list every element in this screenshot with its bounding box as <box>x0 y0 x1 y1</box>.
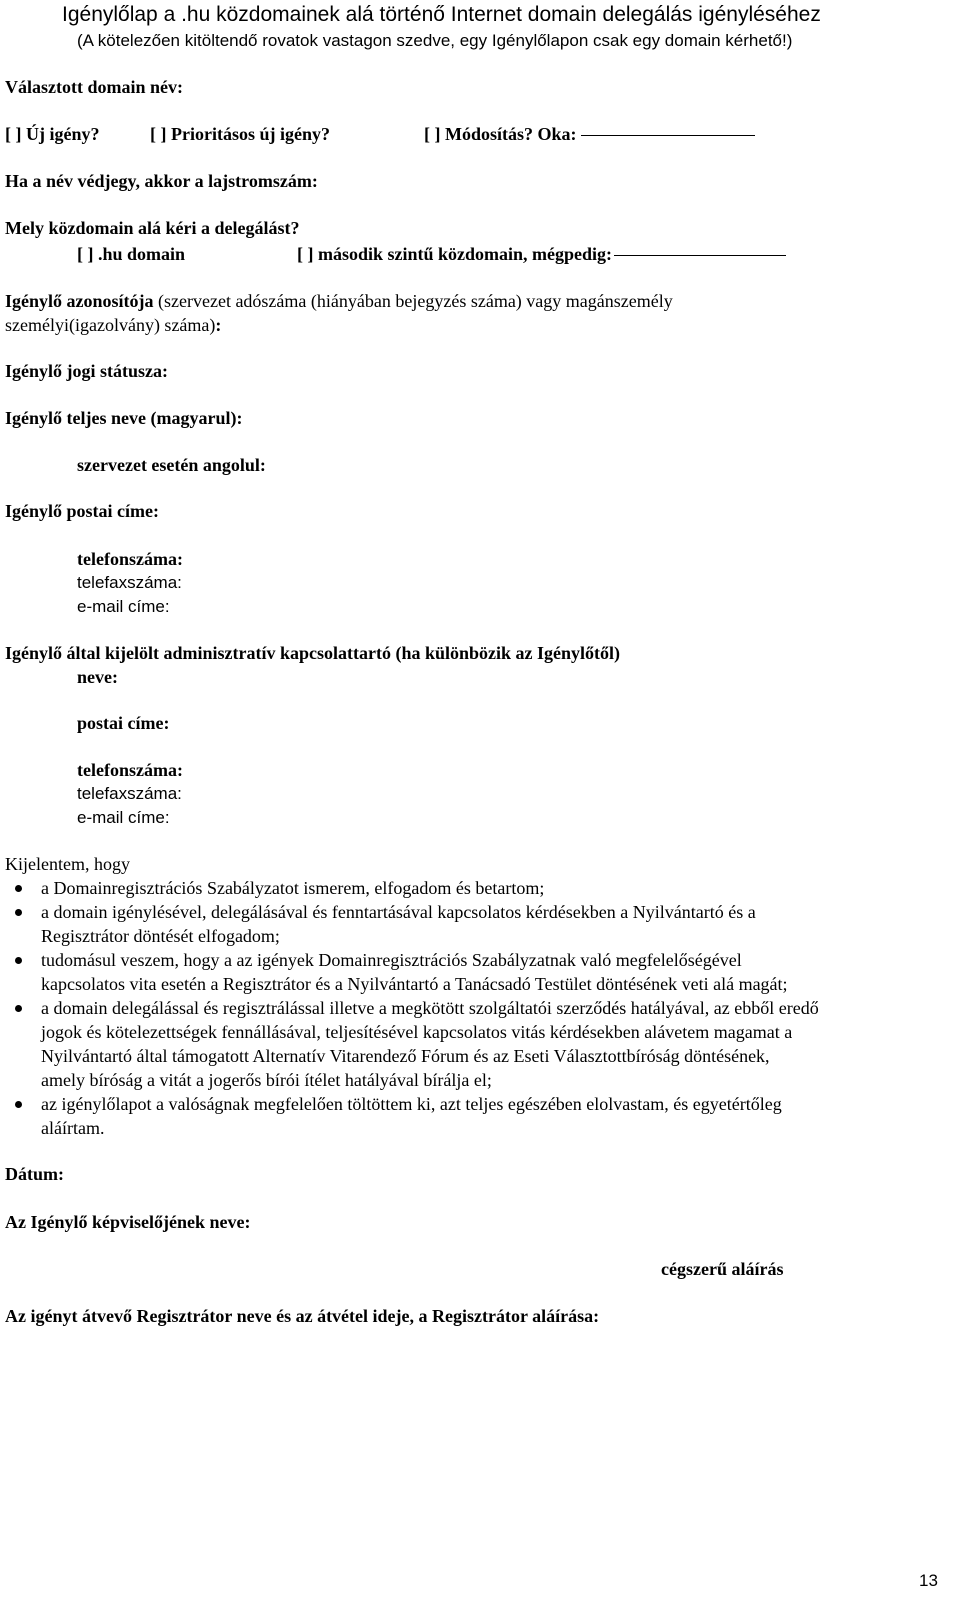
declaration-item-cont: amely bíróság a vitát a jogerős bírói ítélet hatályával bírálja el; <box>41 1070 492 1090</box>
declaration-item: a domain igénylésével, delegálásával és fenntartásával kapcsolatos kérdésekben a Nyilvántartó és a <box>41 902 756 922</box>
modification-checkbox[interactable] <box>424 123 755 145</box>
declaration-item: a Domainregisztrációs Szabályzatot ismerem, elfogadom és betartom; <box>41 878 545 898</box>
priority-request-checkbox[interactable]: [ ] Prioritásos új igény? <box>150 124 330 144</box>
second-level-checkbox[interactable] <box>297 243 786 265</box>
phone-label: telefonszáma: <box>77 549 183 569</box>
trademark-label: Ha a név védjegy, akkor a lajstromszám: <box>5 171 318 191</box>
bullet-icon <box>15 1101 22 1108</box>
applicant-id-label: Igénylő azonosítója (szervezet adószáma (hiányában bejegyzés száma) vagy magánszemély <box>5 291 673 311</box>
legal-status-label: Igénylő jogi státusza: <box>5 361 168 381</box>
new-request-checkbox[interactable]: [ ] Új igény? <box>5 124 100 144</box>
second-level-label: [ ] második szintű közdomain, mégpedig: <box>297 244 613 264</box>
admin-fax-label: telefaxszáma: <box>77 784 182 803</box>
admin-postal-label: postai címe: <box>77 713 170 733</box>
modification-reason-line[interactable] <box>581 135 755 136</box>
declaration-intro: Kijelentem, hogy <box>5 854 130 874</box>
declaration-item: tudomásul veszem, hogy a az igények Domainregisztrációs Szabályzatnak való megfelelőségével <box>41 950 742 970</box>
registrar-label: Az igényt átvevő Regisztrátor neve és az átvétel ideje, a Regisztrátor aláírása: <box>5 1306 600 1326</box>
page-title: Igénylőlap a .hu közdomainek alá történő Internet domain delegálás igényléséhez <box>62 3 821 26</box>
declaration-item-cont: Nyilvántartó által támogatott Alternatív Vitarendező Fórum és az Eseti Választottbíróság döntésének, <box>41 1046 770 1066</box>
declaration-item: a domain delegálással és regisztrálással illetve a megkötött szolgáltatói szerződés hatályával, az ebből eredő <box>41 998 819 1018</box>
bullet-icon <box>15 885 22 892</box>
bullet-icon <box>15 909 22 916</box>
page-number: 13 <box>919 1571 938 1590</box>
bullet-icon <box>15 957 22 964</box>
applicant-id-label-cont: személyi(igazolvány) száma): <box>5 315 222 335</box>
fax-label: telefaxszáma: <box>77 573 182 592</box>
page-subtitle: (A kötelezően kitöltendő rovatok vastagon szedve, egy Igénylőlapon csak egy domain kérhető!) <box>77 31 793 50</box>
full-name-label: Igénylő teljes neve (magyarul): <box>5 408 243 428</box>
email-label: e-mail címe: <box>77 597 170 616</box>
declaration-item-cont: jogok és kötelezettségek fennállásával, teljesítésével kapcsolatos vitás kérdésekben alávetem magamat a <box>41 1022 793 1042</box>
admin-name-label: neve: <box>77 667 118 687</box>
hu-domain-checkbox[interactable]: [ ] .hu domain <box>77 244 186 264</box>
admin-phone-label: telefonszáma: <box>77 760 183 780</box>
english-name-label: szervezet esetén angolul: <box>77 455 266 475</box>
modification-label: [ ] Módosítás? Oka: <box>424 124 577 144</box>
declaration-item: az igénylőlapot a valóságnak megfelelően töltöttem ki, azt teljes egészében elolvastam, és egyetértőleg <box>41 1094 782 1114</box>
second-level-line[interactable] <box>614 255 786 256</box>
declaration-item-cont: kapcsolatos vita esetén a Regisztrátor és a Nyilvántartó a Tanácsadó Testület döntésének veti alá magát; <box>41 974 788 994</box>
declaration-item-cont: aláírtam. <box>41 1118 105 1138</box>
date-label: Dátum: <box>5 1164 64 1184</box>
admin-email-label: e-mail címe: <box>77 808 170 827</box>
admin-contact-label: Igénylő által kijelölt adminisztratív kapcsolattartó (ha különbözik az Igénylőtől) <box>5 643 621 663</box>
chosen-domain-label: Választott domain név: <box>5 77 183 97</box>
signature-label: cégszerű aláírás <box>661 1259 784 1279</box>
bullet-icon <box>15 1005 22 1012</box>
declaration-item-cont: Regisztrátor döntését elfogadom; <box>41 926 280 946</box>
postal-address-label: Igénylő postai címe: <box>5 501 159 521</box>
which-domain-label: Mely közdomain alá kéri a delegálást? <box>5 218 300 238</box>
representative-label: Az Igénylő képviselőjének neve: <box>5 1212 251 1232</box>
